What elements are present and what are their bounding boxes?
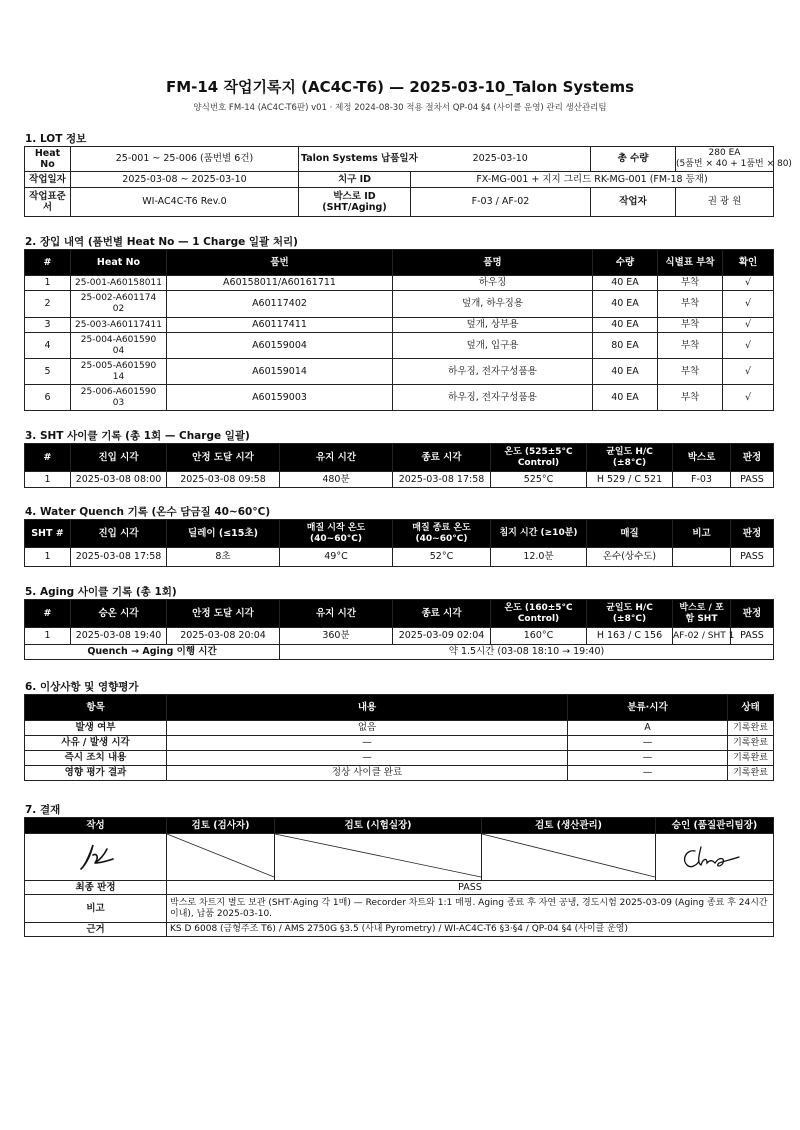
cell: A60159014 <box>167 359 393 385</box>
quench-header-result: 판정 <box>731 520 774 548</box>
cell: 8초 <box>167 548 280 567</box>
cell: A60117411 <box>167 318 393 333</box>
quench-header-sht: SHT # <box>25 520 71 548</box>
cell: 6 <box>25 385 71 411</box>
inspector-diagonal-icon <box>167 834 274 877</box>
section-2-title: 2. 장입 내역 (품번별 Heat No — 1 Charge 일괄 처리) <box>25 236 298 248</box>
charge-header-part-name: 품명 <box>393 250 593 276</box>
anomaly-header-item: 항목 <box>25 695 167 721</box>
aging-header-uniformity: 균일도 H/C (±8°C) <box>587 600 673 628</box>
aging-header-end: 종료 시각 <box>393 600 491 628</box>
cell: 덮개, 하우징용 <box>393 291 593 318</box>
work-standard-label: 작업표준서 <box>25 188 71 217</box>
final-judgment-value: PASS <box>167 881 774 895</box>
document-subtitle: 양식번호 FM-14 (AC4C-T6판) v01 · 제정 2024-08-30 적용 절차서 QP-04 §4 (사이클 운영) 관리 생산관리팀 <box>193 103 607 113</box>
heat-no-label: Heat No <box>25 147 71 172</box>
cell: 1 <box>25 276 71 291</box>
quench-header-medium: 매질 <box>587 520 673 548</box>
cell: 40 EA <box>593 276 658 291</box>
cell: 25-002-A60117402 <box>71 291 167 318</box>
quench-table <box>24 519 774 567</box>
cell: 52°C <box>393 548 491 567</box>
cell: 1 <box>25 548 71 567</box>
quench-header-delay: 딜레이 (≤15초) <box>167 520 280 548</box>
approver-signature-icon <box>675 839 755 875</box>
cell: 덮개, 상부용 <box>393 318 593 333</box>
cell: — <box>568 766 728 781</box>
delivery-date-value: 2025-03-10 <box>411 147 591 172</box>
cell: — <box>167 736 568 751</box>
cell: 하우징 <box>393 276 593 291</box>
quench-header-end-temp: 매질 종료 온도 (40~60°C) <box>393 520 491 548</box>
approval-header-inspector: 검토 (검사자) <box>167 818 275 834</box>
basis-value: KS D 6008 (금형주조 T6) / AMS 2750G §3.5 (사내 Pyrometry) / WI-AC4C-T6 §3·§4 / QP-04 §4 (사이클 운영) <box>167 923 774 937</box>
cell: A <box>568 721 728 736</box>
charge-header-heat-no: Heat No <box>71 250 167 276</box>
cell: 2025-03-08 09:58 <box>167 472 280 488</box>
cell: 1 <box>25 472 71 488</box>
status-badge: PASS <box>731 472 774 488</box>
table-row <box>25 318 774 333</box>
transition-time-value: 약 1.5시간 (03-08 18:10 → 19:40) <box>280 645 774 660</box>
cell: 480분 <box>280 472 393 488</box>
cell: 없음 <box>167 721 568 736</box>
sht-header-stable: 안정 도달 시각 <box>167 444 280 472</box>
cell: √ <box>723 291 774 318</box>
cell: A60158011/A60161711 <box>167 276 393 291</box>
cell: 온수(상수도) <box>587 548 673 567</box>
document-title: FM-14 작업기록지 (AC4C-T6) — 2025-03-10_Talon Systems <box>165 78 635 96</box>
cell: 525°C <box>491 472 587 488</box>
cell: 기록완료 <box>728 721 774 736</box>
anomaly-header-class: 분류·시각 <box>568 695 728 721</box>
cell: 2 <box>25 291 71 318</box>
cell: 2025-03-08 17:58 <box>393 472 491 488</box>
table-row <box>25 333 774 359</box>
cell: 정상 사이클 완료 <box>167 766 568 781</box>
operator-label: 작업자 <box>591 188 676 217</box>
aging-header-no: # <box>25 600 71 628</box>
charge-header-qty: 수량 <box>593 250 658 276</box>
fixture-id-value: FX-MG-001 + 지지 그리드 RK-MG-001 (FM-18 등재) <box>411 172 774 188</box>
cell: 부착 <box>658 359 723 385</box>
sht-header-entry: 진입 시각 <box>71 444 167 472</box>
anomaly-header-status: 상태 <box>728 695 774 721</box>
cell <box>673 548 731 567</box>
cell: A60159003 <box>167 385 393 411</box>
production-diagonal-icon <box>482 834 655 877</box>
inspector-signature <box>167 834 275 881</box>
section-3-title: 3. SHT 사이클 기록 (총 1회 — Charge 일괄) <box>25 430 250 442</box>
table-row <box>25 766 774 781</box>
cell: — <box>568 736 728 751</box>
cell: 40 EA <box>593 385 658 411</box>
total-qty-breakdown: (5품번 × 40 + 1품번 × 80) <box>676 159 792 169</box>
approval-table <box>24 817 774 937</box>
cell: √ <box>723 333 774 359</box>
charge-table <box>24 249 774 411</box>
cell: 160°C <box>491 628 587 645</box>
cell: 80 EA <box>593 333 658 359</box>
cell: 1 <box>25 628 71 645</box>
cell: 기록완료 <box>728 751 774 766</box>
table-row <box>25 359 774 385</box>
cell: F-03 <box>673 472 731 488</box>
sht-header-result: 판정 <box>731 444 774 472</box>
sht-header-end: 종료 시각 <box>393 444 491 472</box>
lab-manager-signature <box>275 834 482 881</box>
aging-table <box>24 599 774 660</box>
cell: 12.0분 <box>491 548 587 567</box>
quench-header-immersion: 침지 시간 (≥10분) <box>491 520 587 548</box>
anomaly-table <box>24 694 774 781</box>
cell: H 529 / C 521 <box>587 472 673 488</box>
work-standard-value: WI-AC4C-T6 Rev.0 <box>71 188 299 217</box>
total-qty-value <box>676 147 792 172</box>
approver-signature <box>656 834 774 881</box>
cell: 기록완료 <box>728 736 774 751</box>
table-row <box>25 751 774 766</box>
cell: 25-003-A60117411 <box>71 318 167 333</box>
furnace-id-label: 박스로 ID (SHT/Aging) <box>299 188 411 217</box>
anomaly-header-content: 내용 <box>167 695 568 721</box>
sht-header-hold: 유지 시간 <box>280 444 393 472</box>
note-value: 박스로 차트지 별도 보관 (SHT·Aging 각 1매) — Recorder 차트와 1:1 매핑. Aging 종료 후 자연 공냉, 경도시험 2025-03-09 (Aging 종료 후 24시간 이내), 납품 2025-03-10. <box>167 895 774 923</box>
cell: A60117402 <box>167 291 393 318</box>
lot-info-table <box>24 146 792 217</box>
sht-header-uniformity: 균일도 H/C (±8°C) <box>587 444 673 472</box>
sht-header-furnace: 박스로 <box>673 444 731 472</box>
sht-header-no: # <box>25 444 71 472</box>
quench-header-start-temp: 매질 시작 온도 (40~60°C) <box>280 520 393 548</box>
cell: 부착 <box>658 318 723 333</box>
cell: 덮개, 입구용 <box>393 333 593 359</box>
cell: 기록완료 <box>728 766 774 781</box>
table-row <box>25 736 774 751</box>
table-row <box>25 628 774 645</box>
aging-header-temp: 온도 (160±5°C Control) <box>491 600 587 628</box>
furnace-id-value: F-03 / AF-02 <box>411 188 591 217</box>
lab-manager-diagonal-icon <box>275 834 481 877</box>
charge-header-no: # <box>25 250 71 276</box>
total-qty-label: 총 수량 <box>591 147 676 172</box>
cell: — <box>568 751 728 766</box>
total-qty-main: 280 EA <box>708 148 741 159</box>
cell: 부착 <box>658 385 723 411</box>
cell: 영향 평가 결과 <box>25 766 167 781</box>
cell: 발생 여부 <box>25 721 167 736</box>
cell: AF-02 / SHT 1 <box>673 628 731 645</box>
cell: A60159004 <box>167 333 393 359</box>
cell: 사유 / 발생 시각 <box>25 736 167 751</box>
cell: 360분 <box>280 628 393 645</box>
approval-header-approver: 승인 (품질관리팀장) <box>656 818 774 834</box>
sht-header-temp: 온도 (525±5°C Control) <box>491 444 587 472</box>
aging-header-hold: 유지 시간 <box>280 600 393 628</box>
aging-header-result: 판정 <box>731 600 774 628</box>
status-badge: PASS <box>731 548 774 567</box>
aging-header-stable: 안정 도달 시각 <box>167 600 280 628</box>
operator-value: 권 광 원 <box>676 188 774 217</box>
table-row <box>25 721 774 736</box>
basis-label: 근거 <box>25 923 167 937</box>
table-row <box>25 276 774 291</box>
cell: 부착 <box>658 276 723 291</box>
cell: 25-004-A60159004 <box>71 333 167 359</box>
work-date-label: 작업일자 <box>25 172 71 188</box>
cell: 25-005-A60159014 <box>71 359 167 385</box>
section-4-title: 4. Water Quench 기록 (온수 담금질 40~60°C) <box>25 506 271 518</box>
fixture-id-label: 치구 ID <box>299 172 411 188</box>
final-judgment-label: 최종 판정 <box>25 881 167 895</box>
cell: 2025-03-08 19:40 <box>71 628 167 645</box>
cell: 부착 <box>658 333 723 359</box>
table-row <box>25 548 774 567</box>
author-signature <box>25 834 167 881</box>
section-5-title: 5. Aging 사이클 기록 (총 1회) <box>25 586 177 598</box>
cell: 25-001-A60158011 <box>71 276 167 291</box>
cell: 2025-03-08 17:58 <box>71 548 167 567</box>
cell: H 163 / C 156 <box>587 628 673 645</box>
cell: 49°C <box>280 548 393 567</box>
approval-header-lab-manager: 검토 (시험실장) <box>275 818 482 834</box>
note-label: 비고 <box>25 895 167 923</box>
cell: 25-006-A60159003 <box>71 385 167 411</box>
cell: 2025-03-08 08:00 <box>71 472 167 488</box>
cell: 3 <box>25 318 71 333</box>
cell: 하우징, 전자구성품용 <box>393 359 593 385</box>
cell: — <box>167 751 568 766</box>
author-signature-icon <box>71 839 121 875</box>
transition-time-label: Quench → Aging 이행 시간 <box>25 645 280 660</box>
cell: 하우징, 전자구성품용 <box>393 385 593 411</box>
cell: 40 EA <box>593 318 658 333</box>
charge-header-part-no: 품번 <box>167 250 393 276</box>
cell: 2025-03-08 20:04 <box>167 628 280 645</box>
section-1-title: 1. LOT 정보 <box>25 133 87 145</box>
work-date-value: 2025-03-08 ~ 2025-03-10 <box>71 172 299 188</box>
cell: 즉시 조치 내용 <box>25 751 167 766</box>
status-badge: PASS <box>731 628 774 645</box>
section-6-title: 6. 이상사항 및 영향평가 <box>25 681 139 693</box>
cell: 4 <box>25 333 71 359</box>
aging-header-rampup: 승온 시각 <box>71 600 167 628</box>
cell: 5 <box>25 359 71 385</box>
table-row <box>25 291 774 318</box>
delivery-date-label: Talon Systems 납품일자 <box>299 147 411 172</box>
heat-no-value: 25-001 ~ 25-006 (품번별 6건) <box>71 147 299 172</box>
sht-cycle-table <box>24 443 774 488</box>
cell: √ <box>723 318 774 333</box>
approval-header-production: 검토 (생산관리) <box>482 818 656 834</box>
charge-header-check: 확인 <box>723 250 774 276</box>
cell: √ <box>723 359 774 385</box>
production-signature <box>482 834 656 881</box>
charge-header-tag: 식별표 부착 <box>658 250 723 276</box>
cell: 부착 <box>658 291 723 318</box>
cell: 40 EA <box>593 359 658 385</box>
quench-header-remark: 비고 <box>673 520 731 548</box>
table-row <box>25 472 774 488</box>
cell: √ <box>723 385 774 411</box>
cell: 2025-03-09 02:04 <box>393 628 491 645</box>
quench-header-entry: 진입 시각 <box>71 520 167 548</box>
table-row <box>25 385 774 411</box>
aging-header-furnace: 박스로 / 포함 SHT <box>673 600 731 628</box>
section-7-title: 7. 결재 <box>25 804 61 816</box>
cell: √ <box>723 276 774 291</box>
cell: 40 EA <box>593 291 658 318</box>
approval-header-author: 작성 <box>25 818 167 834</box>
